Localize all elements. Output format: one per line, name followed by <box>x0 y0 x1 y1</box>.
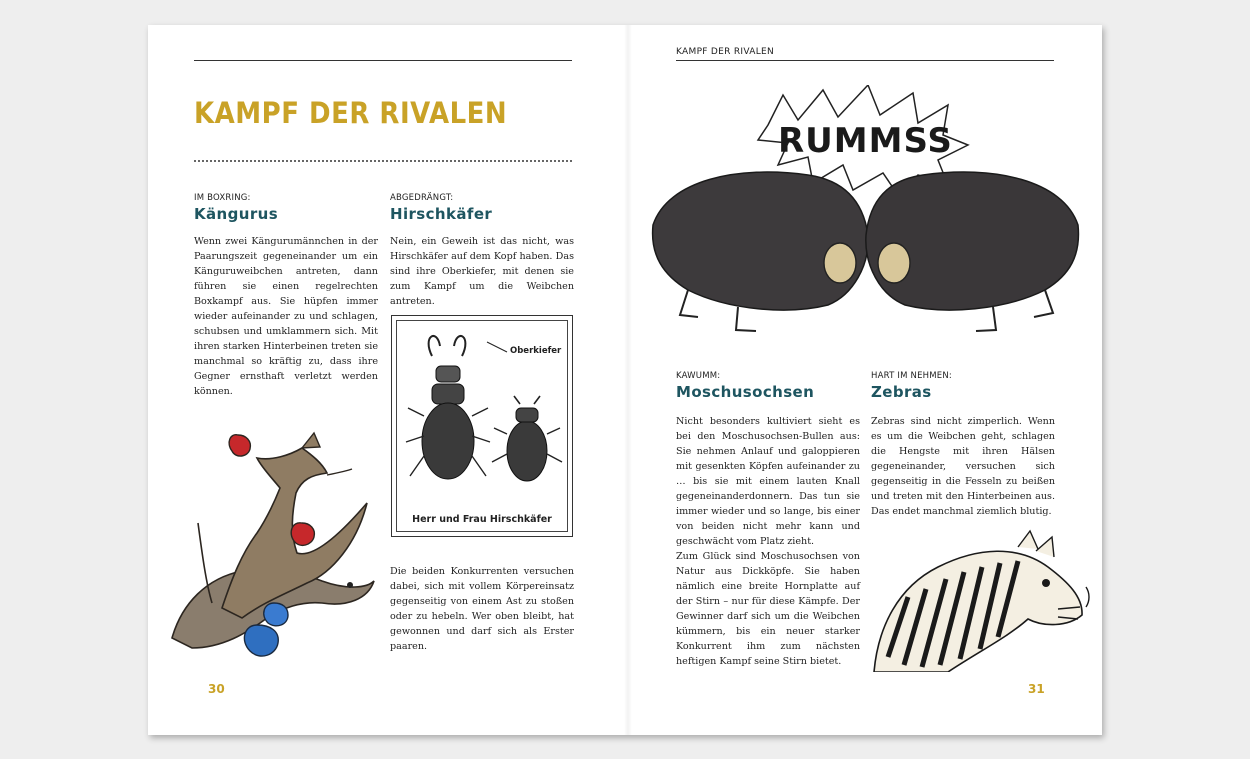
mandibles-male <box>429 336 466 356</box>
fallen-kangaroo-eye <box>347 582 353 588</box>
blue-boxing-glove-icon <box>244 625 278 656</box>
female-beetle-body <box>507 421 547 481</box>
standing-kangaroo-ear <box>302 433 320 448</box>
motion-lines <box>1086 587 1089 607</box>
male-beetle-head <box>436 366 460 382</box>
label-pointer-line <box>487 342 507 352</box>
zebra-heading: Zebras <box>871 383 932 401</box>
female-beetle-mandibles <box>514 396 540 404</box>
blue-boxing-glove-icon-2 <box>264 603 288 626</box>
beetle-caption: Herr und Frau Hirschkäfer <box>412 514 552 525</box>
kangaroo-illustration <box>162 403 382 665</box>
zebra-illustration <box>868 527 1090 672</box>
zebra-ears <box>1018 531 1054 557</box>
beetle-illustration-frame <box>391 315 573 537</box>
beetle-kicker: ABGEDRÄNGT: <box>390 193 454 203</box>
beetle-text: Nein, ein Geweih ist das nicht, was Hirschkäfer auf dem Kopf haben. Das sind ihre Oberkiefer, mit denen sie zum Kampf um die Weibchen antreten. <box>390 236 574 307</box>
kangaroo-text: Wenn zwei Kängurumännchen in der Paarungszeit gegeneinander um ein Känguruweibchen antreten, dann führen sie einen regelrechten Boxkampf aus. Sie hüpfen immer wieder aufeinander zu und schlagen, schubsen und umklammern sich. Mit ihren starken Hinterbeinen treten sie manchmal so kräftig zu, dass ihre Gegner ernsthaft verletzt werden können. <box>194 236 378 397</box>
male-beetle-thorax <box>432 384 464 404</box>
top-rule-right <box>676 60 1054 61</box>
kangaroo-heading: Kängurus <box>194 205 279 223</box>
zebra-kicker: HART IM NEHMEN: <box>871 371 952 381</box>
left-muskox-horn <box>824 243 856 283</box>
title-divider <box>194 160 572 162</box>
page-number-left: 30 <box>208 682 225 696</box>
beetle-heading: Hirschkäfer <box>390 205 493 223</box>
muskox-kicker: KAWUMM: <box>676 371 721 381</box>
left-muskox-body <box>653 172 869 310</box>
page-title: KAMPF DER RIVALEN <box>194 97 508 131</box>
beetle-label-oberkiefer: Oberkiefer <box>510 346 562 356</box>
red-boxing-glove-icon <box>229 435 250 456</box>
book-spread <box>148 25 1102 735</box>
book-gutter <box>624 25 632 735</box>
muskox-text: Nicht besonders kultiviert sieht es bei den Moschusochsen-Bullen aus: Sie nehmen Anlauf und galoppieren mit gesenkten Köpfen aufeinander zu … bis sie mit einem lauten Knall gegeneinanderdonnern. Das tun sie immer wieder und so lange, bis einer von beiden nicht mehr kann und geschwächt vom Platz zieht. <box>676 416 860 547</box>
beetle-text-2: Die beiden Konkurrenten versuchen dabei, sich mit vollem Körpereinsatz gegenseitig von einem Ast zu stoßen oder zu hebeln. Wer oben bleibt, hat gewonnen und darf sich als Erster paaren. <box>390 566 574 652</box>
red-boxing-glove-icon-2 <box>291 523 314 546</box>
right-muskox-horn <box>878 243 910 283</box>
kangaroo-kicker: IM BOXRING: <box>194 193 251 203</box>
standing-kangaroo-snout <box>327 469 352 475</box>
female-beetle-thorax <box>516 408 538 422</box>
sound-word: RUMMSS <box>778 121 953 161</box>
zebra-text: Zebras sind nicht zimperlich. Wenn es um die Weibchen geht, schlagen die Hengste mit ihren Hälsen gegeneinander, versuchen sich gegenseitig in die Fesseln zu beißen und treten mit den Hinterbeinen aus. Das endet manchmal ziemlich blutig. <box>871 416 1055 517</box>
muskox-text-2: Zum Glück sind Moschusochsen von Natur aus Dickköpfe. Sie haben nämlich eine breite Hornplatte auf der Stirn – nur für diese Kämpfe. Der Gewinner darf sich um die Weibchen kümmern, bis ein neuer starker Konkurrent ihm zum nächsten heftigen Kampf seine Stirn bietet. <box>676 551 860 667</box>
page-number-right: 31 <box>1028 682 1045 696</box>
muskox-heading: Moschusochsen <box>676 383 815 401</box>
zebra-eye <box>1042 579 1050 587</box>
top-rule-left <box>194 60 572 61</box>
right-muskox-body <box>866 172 1079 310</box>
running-head: KAMPF DER RIVALEN <box>676 47 775 57</box>
male-beetle-body <box>422 403 474 479</box>
